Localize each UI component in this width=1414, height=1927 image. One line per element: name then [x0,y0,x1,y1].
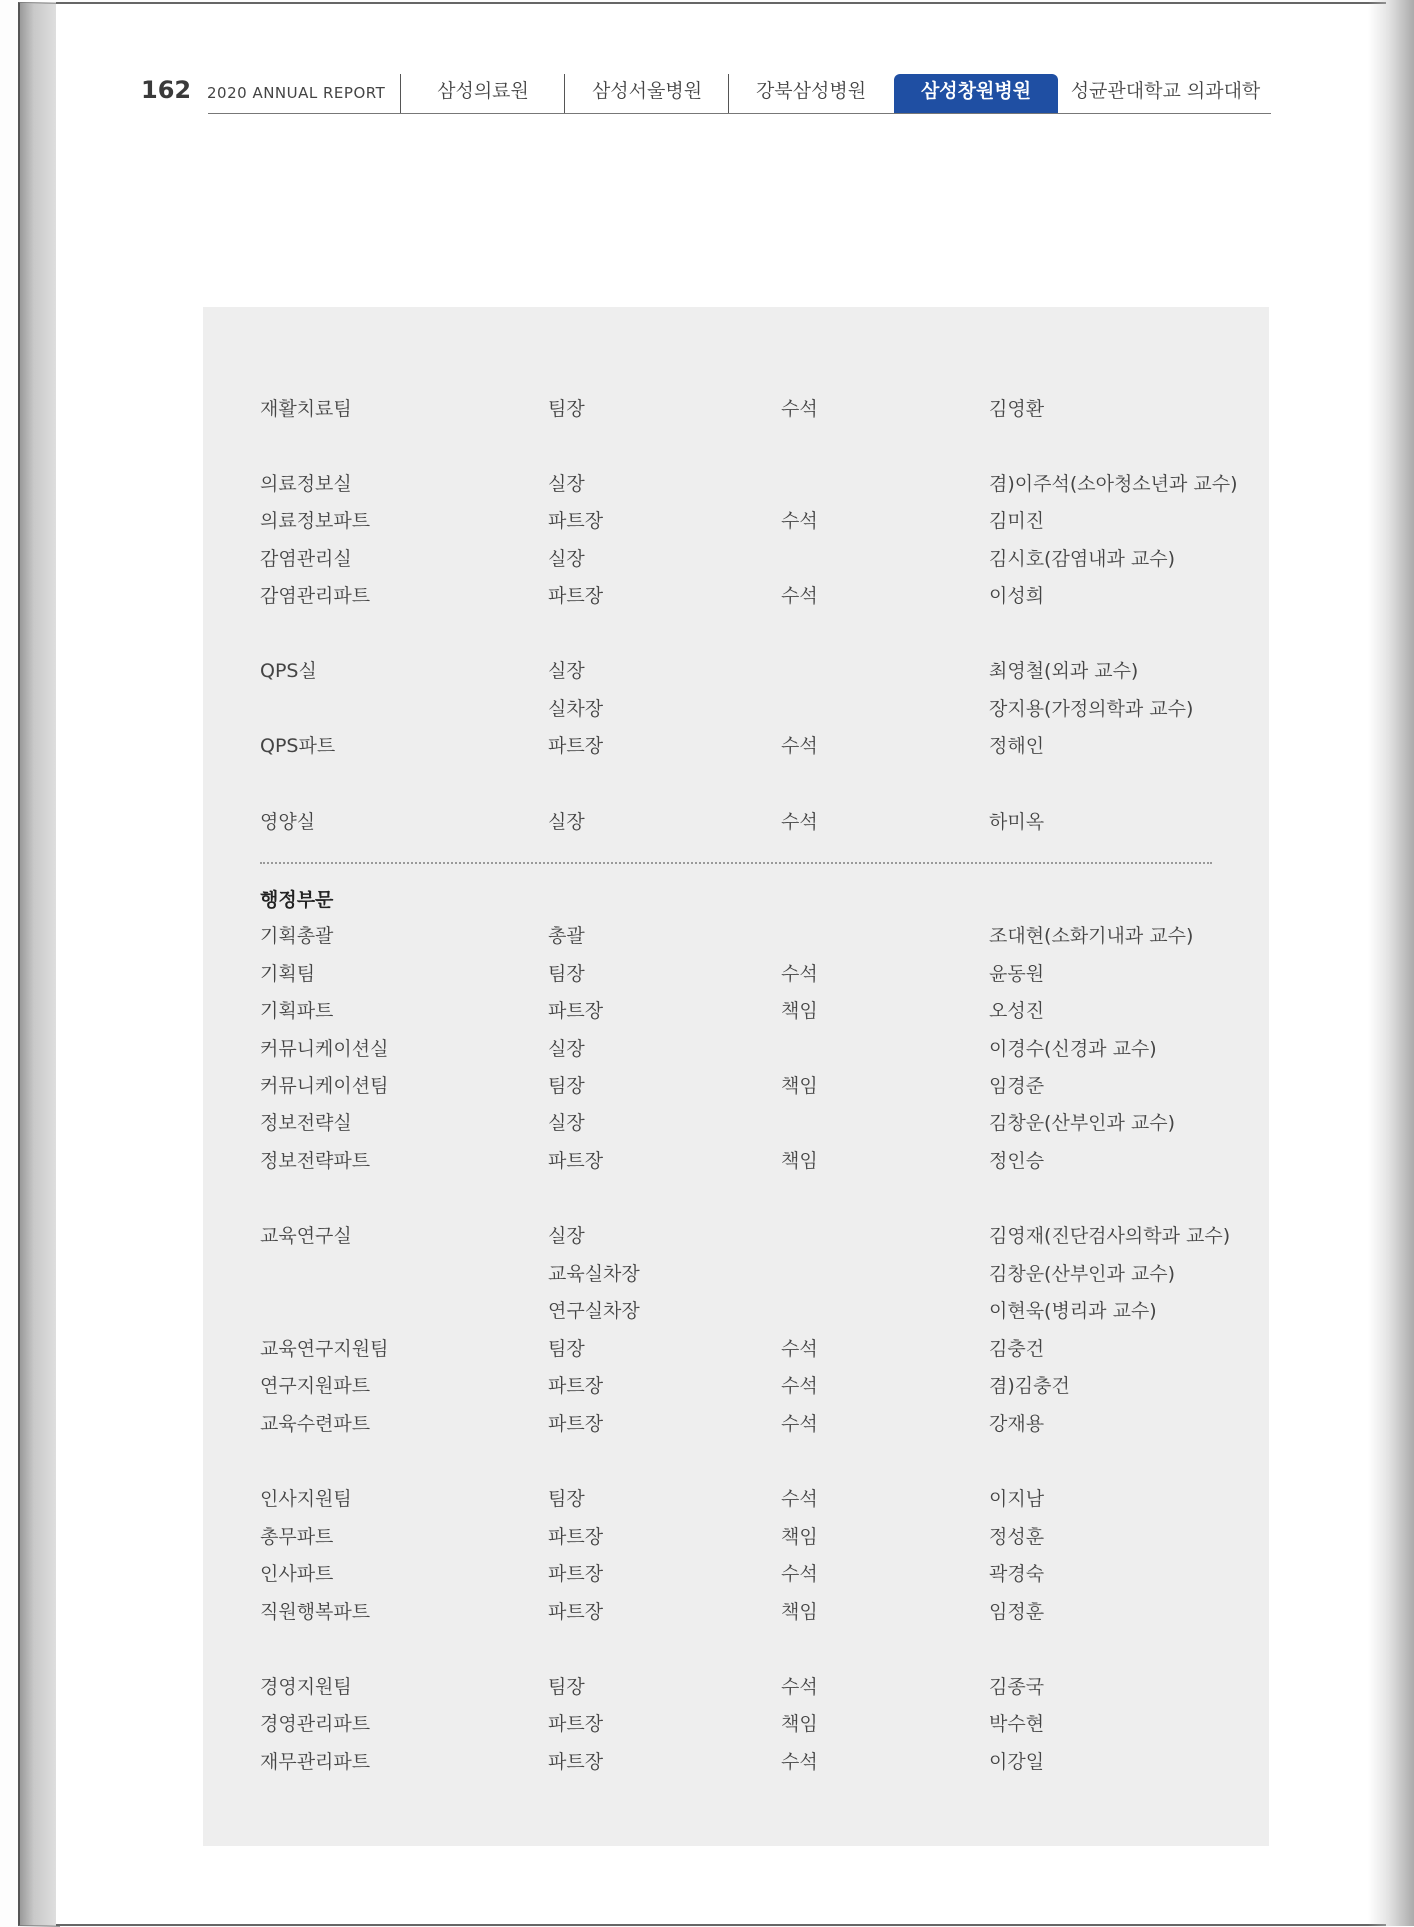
name-cell: 김미진 [989,510,1045,532]
page-number: 162 [141,76,192,104]
position-cell: 파트장 [548,585,604,607]
department-cell: 영양실 [260,811,316,833]
department-cell: 정보전략파트 [260,1150,371,1172]
table-row [203,505,1269,537]
tab-kangbuk-samsung-hospital[interactable]: 강북삼성병원 [728,74,893,113]
name-cell: 정해인 [989,735,1045,757]
position-cell: 파트장 [548,1150,604,1172]
rank-cell: 수석 [781,510,818,532]
position-cell: 실장 [548,1225,585,1247]
position-cell: 팀장 [548,1676,585,1698]
department-cell: 교육수련파트 [260,1413,371,1435]
table-row [203,1070,1269,1102]
table-row [203,1107,1269,1139]
name-cell: 이현욱(병리과 교수) [989,1300,1157,1322]
position-cell: 팀장 [548,398,585,420]
table-row [203,1333,1269,1365]
name-cell: 겸)이주석(소아청소년과 교수) [989,473,1238,495]
table-row [203,1033,1269,1065]
rank-cell: 수석 [781,1375,818,1397]
name-cell: 김종국 [989,1676,1045,1698]
tab-samsung-medical-center[interactable]: 삼성의료원 [400,74,565,113]
table-row [203,958,1269,990]
department-cell: 의료정보실 [260,473,352,495]
table-row [203,1145,1269,1177]
position-cell: 실장 [548,1112,585,1134]
table-row [203,995,1269,1027]
department-cell: 정보전략실 [260,1112,352,1134]
position-cell: 실장 [548,811,585,833]
rank-cell: 책임 [781,1526,818,1548]
name-cell: 하미옥 [989,811,1045,833]
book-spine [18,2,60,1927]
table-row [203,1295,1269,1327]
position-cell: 파트장 [548,1413,604,1435]
department-cell: 경영관리파트 [260,1713,371,1735]
name-cell: 최영철(외과 교수) [989,660,1139,682]
department-cell: 커뮤니케이션실 [260,1038,389,1060]
rank-cell: 책임 [781,1075,818,1097]
table-row [203,1408,1269,1440]
rank-cell: 수석 [781,1338,818,1360]
department-cell: 감염관리실 [260,548,352,570]
department-cell: 경영지원팀 [260,1676,352,1698]
table-row [203,655,1269,687]
position-cell: 파트장 [548,1375,604,1397]
table-row [203,1558,1269,1590]
rank-cell: 수석 [781,1676,818,1698]
tab-samsung-seoul-hospital[interactable]: 삼성서울병원 [564,74,729,113]
name-cell: 정인승 [989,1150,1045,1172]
department-cell: 총무파트 [260,1526,334,1548]
department-cell: 기획팀 [260,963,316,985]
table-row [203,806,1269,838]
rank-cell: 수석 [781,963,818,985]
name-cell: 김창운(산부인과 교수) [989,1263,1176,1285]
position-cell: 연구실차장 [548,1300,640,1322]
name-cell: 오성진 [989,1000,1045,1022]
tab-skku-medical-school[interactable]: 성균관대학교 의과대학 [1070,80,1261,102]
position-cell: 팀장 [548,1488,585,1510]
rank-cell: 책임 [781,1601,818,1623]
position-cell: 파트장 [548,1000,604,1022]
table-row [203,1708,1269,1740]
table-row [203,468,1269,500]
position-cell: 파트장 [548,1526,604,1548]
name-cell: 이지남 [989,1488,1045,1510]
position-cell: 실장 [548,1038,585,1060]
name-cell: 임경준 [989,1075,1045,1097]
department-cell: 인사파트 [260,1563,334,1585]
department-cell: 재무관리파트 [260,1751,371,1773]
department-cell: 인사지원팀 [260,1488,352,1510]
rank-cell: 수석 [781,585,818,607]
rank-cell: 수석 [781,1413,818,1435]
rank-cell: 책임 [781,1713,818,1735]
department-cell: QPS실 [260,660,317,682]
department-cell: 연구지원파트 [260,1375,371,1397]
name-cell: 겸)김충건 [989,1375,1070,1397]
table-row [203,730,1269,762]
position-cell: 파트장 [548,1563,604,1585]
table-row [203,1746,1269,1778]
name-cell: 정성훈 [989,1526,1045,1548]
department-cell: 직원행복파트 [260,1601,371,1623]
department-cell: 기획총괄 [260,925,334,947]
rank-cell: 수석 [781,1563,818,1585]
rank-cell: 수석 [781,735,818,757]
page-edge-shadow [1368,0,1414,1926]
name-cell: 이성희 [989,585,1045,607]
table-row [203,1596,1269,1628]
table-row [203,1671,1269,1703]
tab-samsung-changwon-hospital[interactable]: 삼성창원병원 [894,74,1058,113]
rank-cell: 수석 [781,398,818,420]
section-tabs [400,74,1271,114]
department-cell: 재활치료팀 [260,398,352,420]
table-row [203,1258,1269,1290]
name-cell: 임정훈 [989,1601,1045,1623]
position-cell: 파트장 [548,510,604,532]
department-cell: 기획파트 [260,1000,334,1022]
table-row [203,1483,1269,1515]
department-cell: QPS파트 [260,735,336,757]
table-row [203,1521,1269,1553]
report-title: 2020 ANNUAL REPORT [207,84,386,102]
section-title: 행정부문 [260,889,334,911]
rank-cell: 수석 [781,1751,818,1773]
name-cell: 강재용 [989,1413,1045,1435]
position-cell: 팀장 [548,1338,585,1360]
table-row [203,693,1269,725]
name-cell: 김영환 [989,398,1045,420]
name-cell: 김영재(진단검사의학과 교수) [989,1225,1231,1247]
department-cell: 교육연구지원팀 [260,1338,389,1360]
department-cell: 커뮤니케이션팀 [260,1075,389,1097]
position-cell: 파트장 [548,1713,604,1735]
position-cell: 총괄 [548,925,585,947]
position-cell: 팀장 [548,1075,585,1097]
department-cell: 감염관리파트 [260,585,371,607]
table-row [203,393,1269,425]
table-row [203,1220,1269,1252]
position-cell: 파트장 [548,1751,604,1773]
table-row [203,543,1269,575]
position-cell: 실장 [548,548,585,570]
table-row [203,580,1269,612]
rank-cell: 책임 [781,1150,818,1172]
name-cell: 김창운(산부인과 교수) [989,1112,1176,1134]
name-cell: 김충건 [989,1338,1045,1360]
department-cell: 교육연구실 [260,1225,352,1247]
name-cell: 이강일 [989,1751,1045,1773]
rank-cell: 수석 [781,811,818,833]
page-header [0,0,1414,120]
table-row [203,920,1269,952]
position-cell: 팀장 [548,963,585,985]
name-cell: 김시호(감염내과 교수) [989,548,1176,570]
name-cell: 박수현 [989,1713,1045,1735]
position-cell: 실장 [548,473,585,495]
section-divider [260,862,1212,864]
department-cell: 의료정보파트 [260,510,371,532]
name-cell: 장지용(가정의학과 교수) [989,698,1194,720]
table-row [203,1370,1269,1402]
position-cell: 실장 [548,660,585,682]
name-cell: 윤동원 [989,963,1045,985]
rank-cell: 수석 [781,1488,818,1510]
position-cell: 실차장 [548,698,604,720]
name-cell: 이경수(신경과 교수) [989,1038,1157,1060]
position-cell: 파트장 [548,735,604,757]
name-cell: 곽경숙 [989,1563,1045,1585]
position-cell: 교육실차장 [548,1263,640,1285]
rank-cell: 책임 [781,1000,818,1022]
name-cell: 조대현(소화기내과 교수) [989,925,1194,947]
position-cell: 파트장 [548,1601,604,1623]
staff-directory-panel [203,307,1269,1846]
